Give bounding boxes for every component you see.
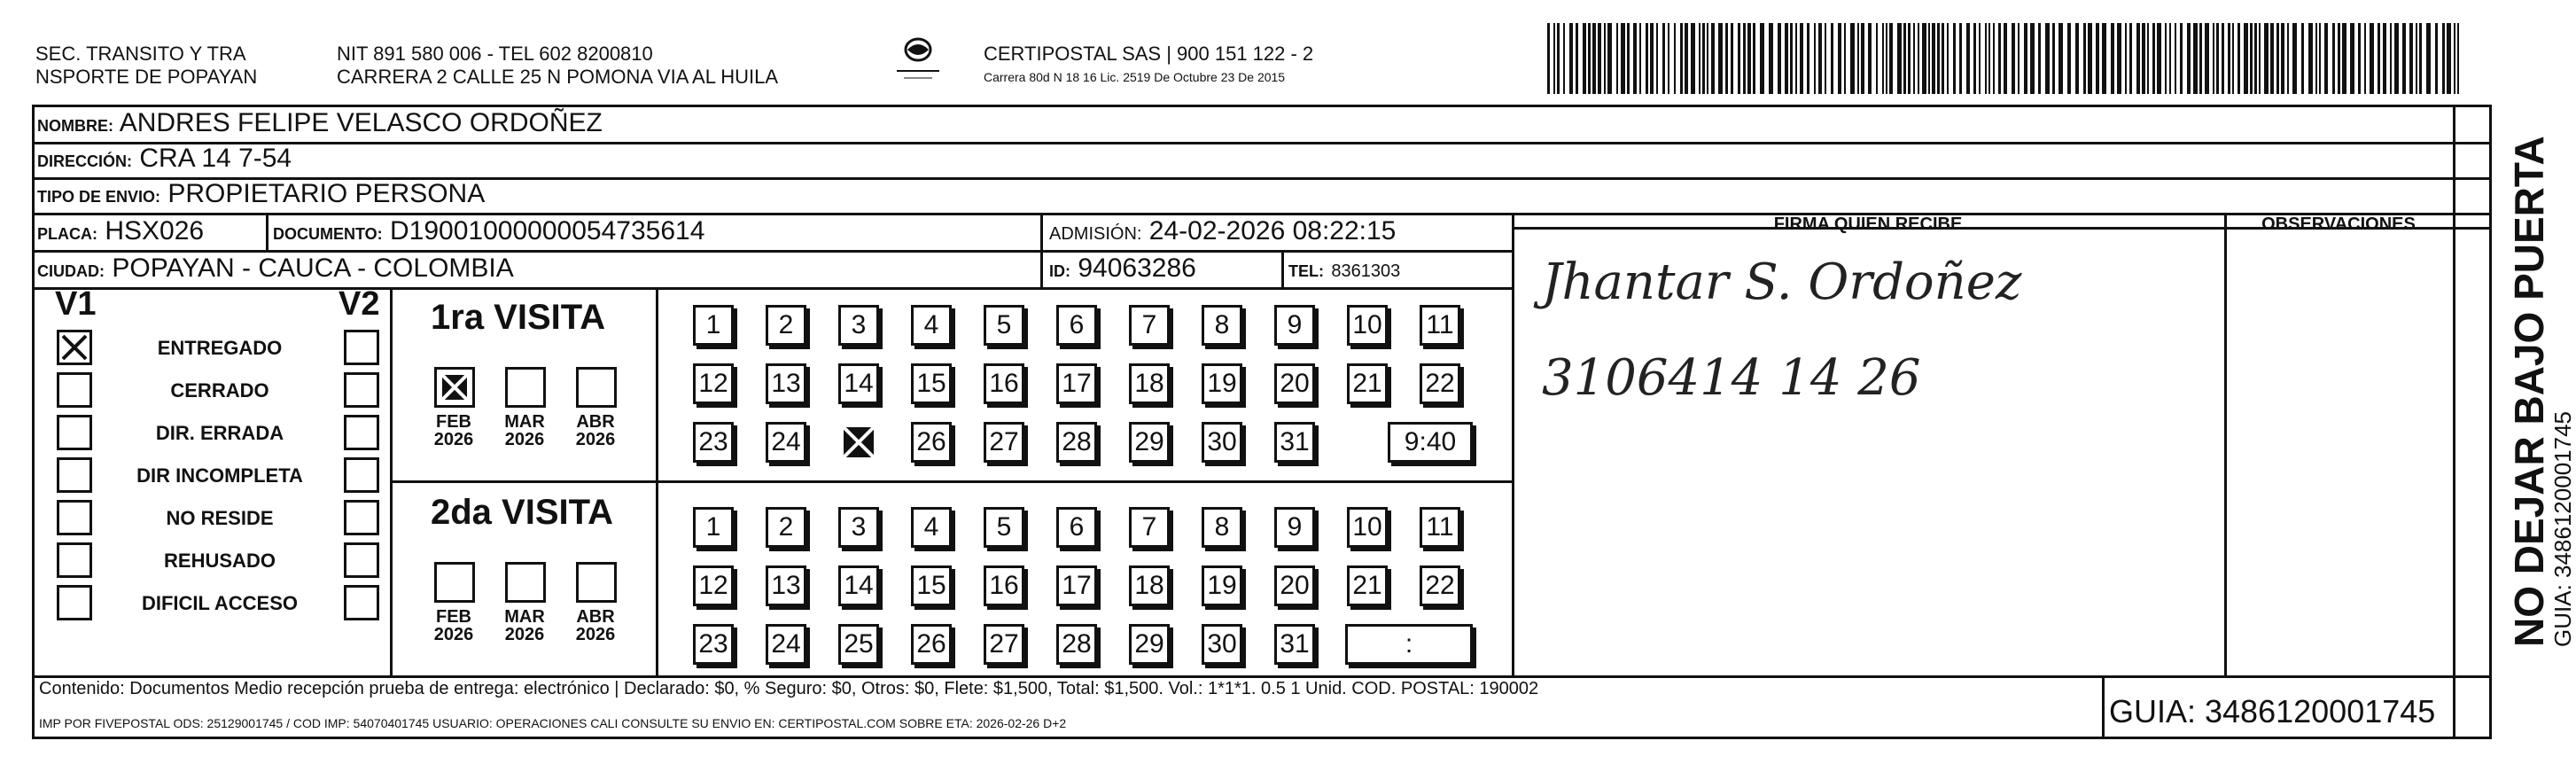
month-label — [498, 608, 551, 643]
v2-checkbox[interactable] — [344, 457, 379, 493]
visit1-time-box — [1388, 422, 1473, 463]
divider — [1040, 213, 1043, 250]
day-box[interactable]: 14 — [838, 565, 879, 606]
month-checkbox[interactable] — [576, 562, 617, 603]
month-name: FEB — [436, 412, 471, 432]
day-box[interactable]: 22 — [1420, 363, 1460, 404]
signature-line-1: Jhantar S. Ordoñez — [1542, 253, 2022, 311]
certipostal-logo-icon — [891, 35, 945, 85]
nombre-row — [37, 108, 603, 141]
month-checkbox[interactable] — [434, 367, 475, 408]
barcode — [1547, 23, 2464, 94]
documento-cell — [273, 216, 704, 249]
side-warning: NO DEJAR BAJO PUERTA — [2506, 136, 2552, 647]
courier-line-1: CERTIPOSTAL SAS | 900 151 122 - 2 — [984, 43, 1314, 65]
direccion-row — [37, 144, 292, 176]
day-box[interactable]: 5 — [984, 305, 1024, 346]
day-box[interactable]: 28 — [1056, 624, 1097, 665]
day-box[interactable]: 13 — [766, 363, 806, 404]
day-box[interactable]: 17 — [1056, 565, 1097, 606]
day-box[interactable]: 18 — [1129, 565, 1170, 606]
footer-imp: IMP POR FIVEPOSTAL ODS: 25129001745 / COD IMP: 54070401745 USUARIO: OPERACIONES CALI CONSULTE SU ENVIO EN: CERTIPOSTAL.COM SOBRE ETA: 2026-02-26 D+2 — [39, 716, 1067, 730]
day-box[interactable]: 8 — [1202, 305, 1242, 346]
month-checkbox[interactable] — [434, 562, 475, 603]
month-label — [569, 608, 622, 643]
admision-cell — [1049, 216, 1396, 249]
day-box[interactable]: 15 — [911, 565, 952, 606]
day-box[interactable]: 3 — [838, 507, 879, 548]
admision-value: 24-02-2026 08:22:15 — [1148, 216, 1397, 246]
month-checkbox[interactable] — [505, 367, 546, 408]
day-box[interactable]: 29 — [1129, 422, 1170, 463]
courier-line-2: Carrera 80d N 18 16 Lic. 2519 De Octubre 23 De 2015 — [984, 70, 1286, 84]
address-line: CARRERA 2 CALLE 25 N POMONA VIA AL HUILA — [337, 66, 779, 88]
v1-label: V1 — [55, 285, 97, 323]
day-box[interactable]: 23 — [693, 624, 734, 665]
nit-line: NIT 891 580 006 - TEL 602 8200810 — [337, 43, 653, 65]
day-box[interactable]: 17 — [1056, 363, 1097, 404]
day-box[interactable]: 18 — [1129, 363, 1170, 404]
day-box[interactable]: 30 — [1202, 624, 1242, 665]
footer-guia: GUIA: 3486120001745 — [2109, 693, 2436, 729]
day-box[interactable]: 24 — [766, 624, 806, 665]
tipo-envio-value: PROPIETARIO PERSONA — [167, 179, 486, 208]
day-box[interactable]: 7 — [1129, 507, 1170, 548]
day-box[interactable]: 19 — [1202, 363, 1242, 404]
status-label: CERRADO — [170, 379, 269, 402]
status-label: DIR INCOMPLETA — [136, 464, 303, 487]
rule — [390, 480, 1512, 483]
rule — [32, 250, 1512, 253]
divider — [656, 287, 658, 675]
placa-value: HSX026 — [105, 216, 205, 246]
day-box[interactable]: 9 — [1274, 305, 1315, 346]
day-box[interactable]: 5 — [984, 507, 1024, 548]
day-box[interactable]: 13 — [766, 565, 806, 606]
day-box[interactable]: 21 — [1347, 565, 1388, 606]
month-year: 2026 — [504, 430, 545, 449]
day-box[interactable]: 11 — [1420, 305, 1460, 346]
day-box[interactable]: 12 — [693, 363, 734, 404]
ciudad-value: POPAYAN - CAUCA - COLOMBIA — [112, 253, 514, 283]
v1-checkbox[interactable] — [57, 330, 92, 365]
firma-header: FIRMA QUIEN RECIBE — [1773, 214, 1963, 234]
day-box[interactable]: 9 — [1274, 507, 1315, 548]
month-year: 2026 — [433, 625, 474, 644]
status-label: DIR. ERRADA — [155, 422, 284, 444]
divider — [2453, 105, 2455, 739]
placa-cell — [37, 216, 204, 249]
month-label — [498, 413, 551, 448]
day-box[interactable]: 1 — [693, 507, 734, 548]
day-box[interactable]: 4 — [911, 305, 952, 346]
ciudad-label: CIUDAD: — [37, 262, 105, 280]
v1-checkbox[interactable] — [57, 372, 92, 408]
v2-checkbox[interactable] — [344, 585, 379, 620]
day-box[interactable]: 4 — [911, 507, 952, 548]
signature-line-2: 3106414 14 26 — [1542, 349, 1921, 407]
documento-label: DOCUMENTO: — [273, 225, 383, 243]
visit2-time: : — [1405, 629, 1413, 659]
nombre-value: ANDRES FELIPE VELASCO ORDOÑEZ — [119, 108, 603, 137]
day-box[interactable]: 12 — [693, 565, 734, 606]
month-year: 2026 — [433, 430, 474, 449]
day-box[interactable]: 31 — [1274, 624, 1315, 665]
nombre-label: NOMBRE: — [37, 117, 113, 135]
sender-line-1: SEC. TRANSITO Y TRA — [35, 43, 246, 65]
month-year: 2026 — [575, 625, 616, 644]
direccion-label: DIRECCIÓN: — [37, 152, 132, 170]
day-box[interactable]: 29 — [1129, 624, 1170, 665]
divider — [1281, 250, 1284, 287]
day-box[interactable]: 6 — [1056, 305, 1097, 346]
month-label — [569, 413, 622, 448]
day-box[interactable]: 28 — [1056, 422, 1097, 463]
status-label: REHUSADO — [164, 550, 276, 572]
status-label: DIFICIL ACCESO — [141, 592, 298, 614]
month-name: FEB — [436, 607, 471, 627]
day-box[interactable]: 27 — [984, 422, 1024, 463]
v2-checkbox[interactable] — [344, 415, 379, 450]
v2-checkbox[interactable] — [344, 500, 379, 535]
status-label: ENTREGADO — [157, 337, 283, 359]
tipo-envio-row — [37, 179, 485, 212]
rule — [32, 142, 2492, 144]
day-box[interactable]: 15 — [911, 363, 952, 404]
v2-checkbox[interactable] — [344, 330, 379, 365]
day-box[interactable]: 30 — [1202, 422, 1242, 463]
day-box[interactable]: 20 — [1274, 363, 1315, 404]
day-box[interactable]: 26 — [911, 422, 952, 463]
barcode-svg — [1547, 23, 2464, 94]
status-label: NO RESIDE — [166, 507, 274, 529]
day-box[interactable]: 27 — [984, 624, 1024, 665]
day-box[interactable]: 21 — [1347, 363, 1388, 404]
day-box[interactable]: 1 — [693, 305, 734, 346]
day-box[interactable]: 24 — [766, 422, 806, 463]
v1-checkbox[interactable] — [57, 585, 92, 620]
placa-label: PLACA: — [37, 225, 97, 243]
sender-line-2: NSPORTE DE POPAYAN — [35, 66, 258, 88]
day-box[interactable]: 26 — [911, 624, 952, 665]
day-box[interactable]: 20 — [1274, 565, 1315, 606]
divider — [390, 287, 393, 675]
side-guia: GUIA: 3486120001745 — [2549, 411, 2576, 647]
day-box[interactable]: 22 — [1420, 565, 1460, 606]
day-box[interactable]: 19 — [1202, 565, 1242, 606]
tel-cell — [1288, 253, 1400, 286]
divider — [2224, 213, 2227, 675]
month-year: 2026 — [504, 625, 545, 644]
day-box[interactable]: 7 — [1129, 305, 1170, 346]
day-box[interactable]: 25 — [838, 624, 879, 665]
day-box[interactable] — [838, 422, 879, 463]
day-box[interactable]: 23 — [693, 422, 734, 463]
day-box[interactable]: 16 — [984, 565, 1024, 606]
month-name: MAR — [504, 412, 545, 432]
tel-label: TEL: — [1288, 262, 1324, 280]
v1-checkbox[interactable] — [57, 457, 92, 493]
month-checkbox[interactable] — [505, 562, 546, 603]
v2-checkbox[interactable] — [344, 372, 379, 408]
visit2-title: 2da VISITA — [431, 493, 613, 532]
ciudad-cell — [37, 253, 514, 286]
tipo-envio-label: TIPO DE ENVIO: — [37, 188, 161, 206]
month-year: 2026 — [575, 430, 616, 449]
day-box[interactable]: 6 — [1056, 507, 1097, 548]
day-box[interactable]: 10 — [1347, 305, 1388, 346]
direccion-value: CRA 14 7-54 — [139, 144, 292, 173]
day-box[interactable]: 11 — [1420, 507, 1460, 548]
v2-label: V2 — [339, 285, 380, 323]
v2-checkbox[interactable] — [344, 542, 379, 578]
visit1-time: 9:40 — [1404, 427, 1457, 456]
month-name: MAR — [504, 607, 545, 627]
visit2-time-box — [1345, 624, 1473, 665]
month-label — [427, 608, 480, 643]
v1-checkbox[interactable] — [57, 542, 92, 578]
month-name: ABR — [576, 607, 615, 627]
v1-checkbox[interactable] — [57, 500, 92, 535]
id-value: 94063286 — [1078, 253, 1196, 283]
divider — [2102, 675, 2105, 739]
month-label — [427, 413, 480, 448]
day-box[interactable]: 8 — [1202, 507, 1242, 548]
rule — [32, 287, 1512, 290]
footer-contenido: Contenido: Documentos Medio recepción prueba de entrega: electrónico | Declarado: $0, % Seguro: $0, Otros: $0, Flete: $1,500, Total: $1,500. Vol.: 1*1*1. 0.5 1 Unid. COD. POSTAL: 190002 — [39, 679, 1539, 698]
day-box[interactable]: 14 — [838, 363, 879, 404]
divider — [1040, 250, 1043, 287]
rule — [32, 675, 2492, 678]
divider — [266, 213, 268, 250]
divider — [1512, 213, 1514, 675]
v1-checkbox[interactable] — [57, 415, 92, 450]
id-label: ID: — [1049, 262, 1070, 280]
documento-value: D19001000000054735614 — [390, 216, 705, 246]
month-checkbox[interactable] — [576, 367, 617, 408]
day-box[interactable]: 2 — [766, 507, 806, 548]
day-box[interactable]: 31 — [1274, 422, 1315, 463]
visit1-title: 1ra VISITA — [431, 298, 606, 337]
admision-label: ADMISIÓN: — [1049, 224, 1142, 244]
id-cell — [1049, 253, 1196, 286]
day-box[interactable]: 3 — [838, 305, 879, 346]
day-box[interactable]: 16 — [984, 363, 1024, 404]
observaciones-header: OBSERVACIONES — [2261, 214, 2416, 234]
tel-value: 8361303 — [1331, 261, 1401, 281]
day-box[interactable]: 2 — [766, 305, 806, 346]
day-box[interactable]: 10 — [1347, 507, 1388, 548]
month-name: ABR — [576, 412, 615, 432]
